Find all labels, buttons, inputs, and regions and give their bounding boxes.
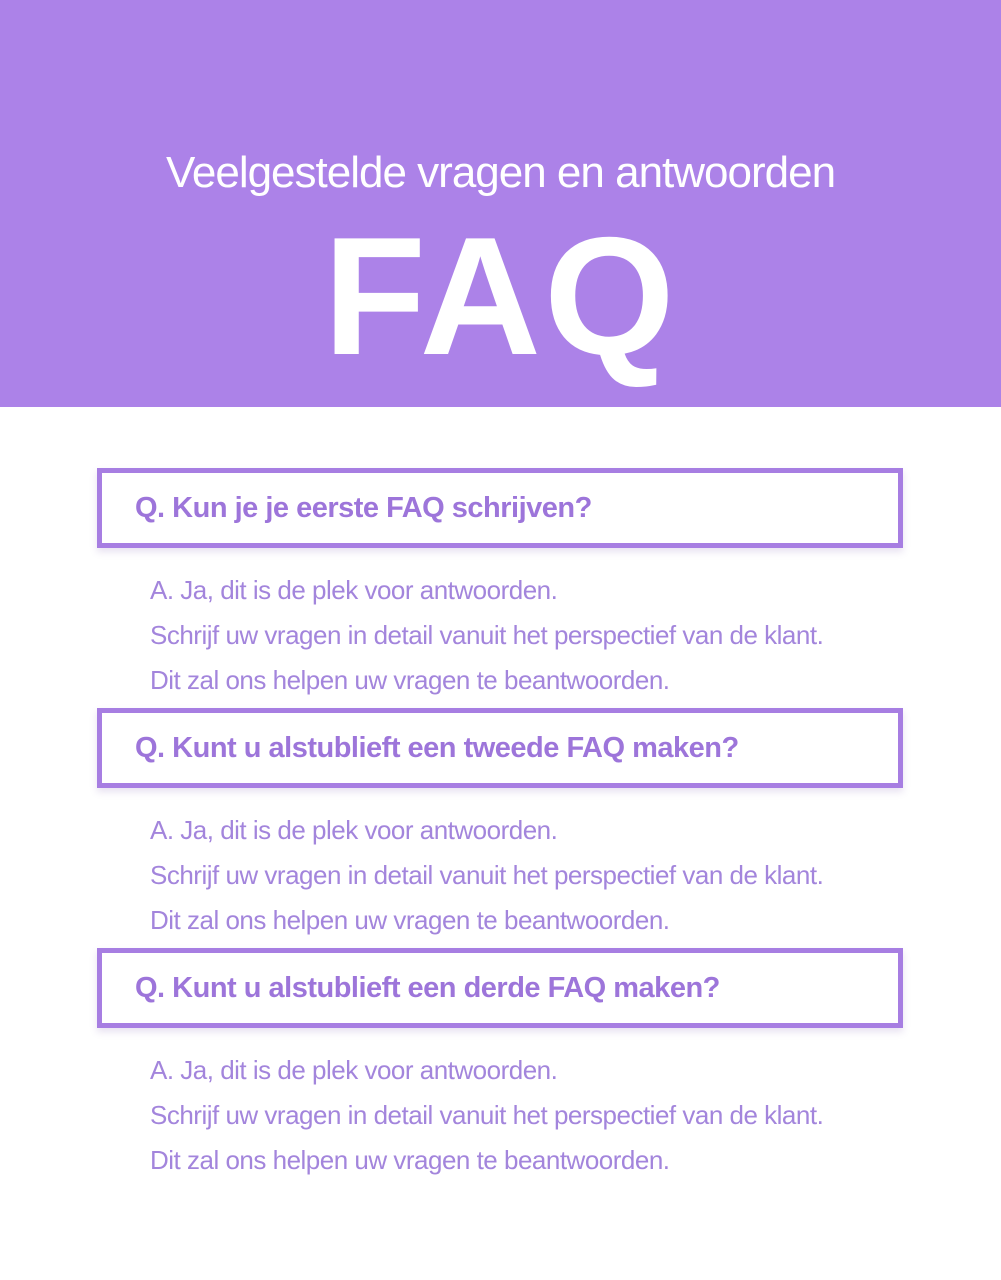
faq-section-3 [97,948,903,1183]
question-box [97,948,903,1028]
answer-line: Dit zal ons helpen uw vragen te beantwoorden. [150,905,670,935]
page-title: FAQ [323,202,678,390]
answer-line: Dit zal ons helpen uw vragen te beantwoorden. [150,665,670,695]
answer-line: Schrijf uw vragen in detail vanuit het perspectief van de klant. [150,620,824,650]
question-text: Q. Kunt u alstublieft een derde FAQ maken? [135,971,720,1004]
answer-list [150,808,903,943]
faq-section-2 [97,708,903,943]
answer-line: A. Ja, dit is de plek voor antwoorden. [150,575,558,605]
answer-line: A. Ja, dit is de plek voor antwoorden. [150,815,558,845]
faq-section-1 [97,468,903,703]
question-text: Q. Kun je je eerste FAQ schrijven? [135,491,592,524]
answer-list [150,1048,903,1183]
question-box [97,708,903,788]
answer-line: Schrijf uw vragen in detail vanuit het perspectief van de klant. [150,1100,824,1130]
question-box [97,468,903,548]
answer-line: A. Ja, dit is de plek voor antwoorden. [150,1055,558,1085]
page-subtitle: Veelgestelde vragen en antwoorden [165,148,836,197]
header-banner [0,0,1001,407]
answer-line: Schrijf uw vragen in detail vanuit het perspectief van de klant. [150,860,824,890]
answer-list [150,568,903,703]
question-text: Q. Kunt u alstublieft een tweede FAQ maken? [135,731,739,764]
answer-line: Dit zal ons helpen uw vragen te beantwoorden. [150,1145,670,1175]
faq-content [97,468,903,1183]
